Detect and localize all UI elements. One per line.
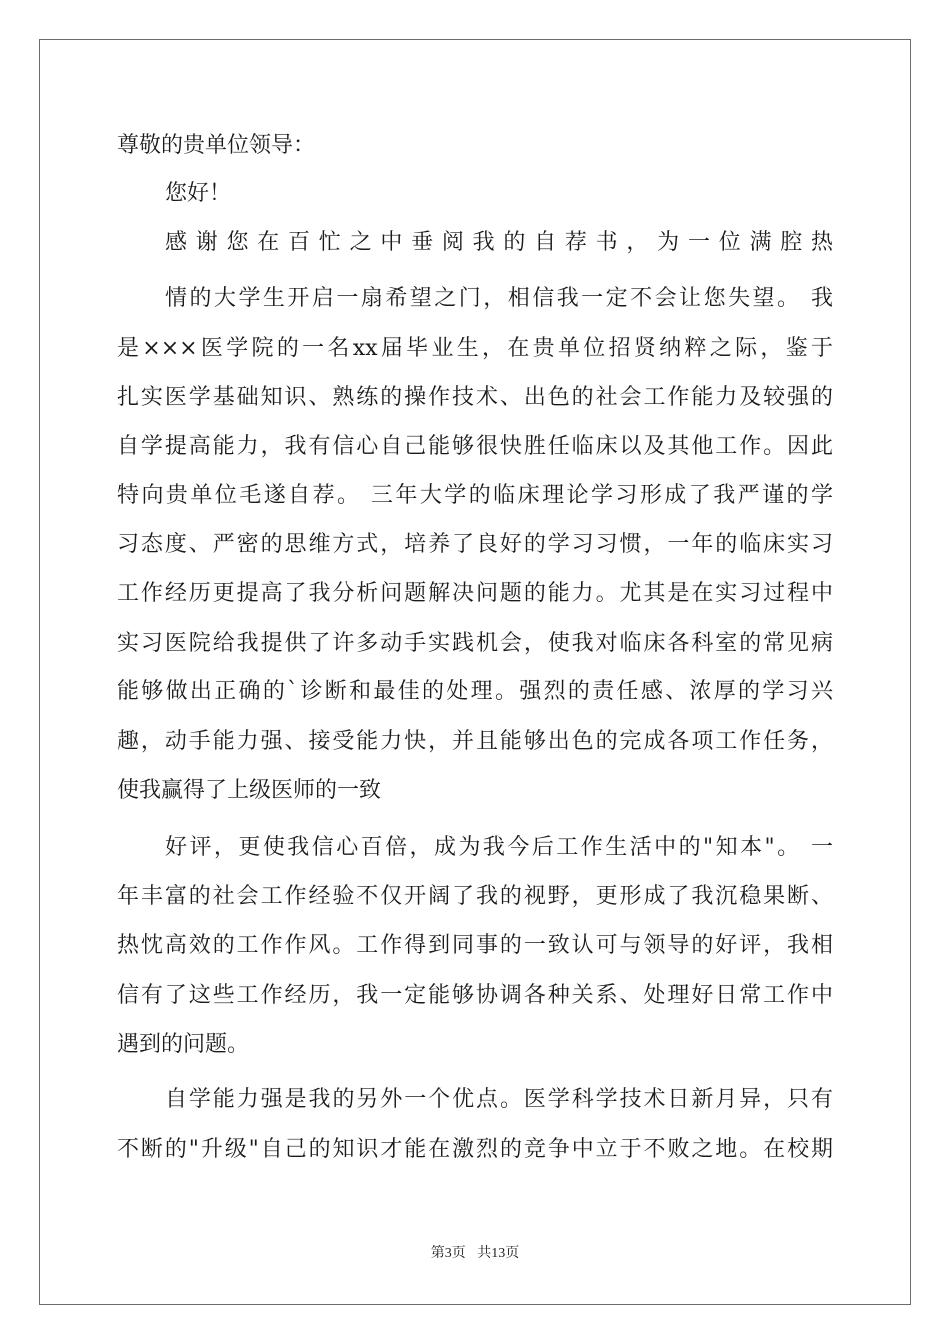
body-line: 年丰富的社会工作经验不仅开阔了我的视野，更形成了我沉稳果断、 — [117, 884, 833, 909]
body-line: 自学能力强是我的另外一个优点。医学科学技术日新月异，只有 — [165, 1087, 833, 1112]
body-line: 热忱高效的工作作风。工作得到同事的一致认可与领导的好评，我相 — [117, 933, 833, 958]
body-line: 情的大学生开启一扇希望之门，相信我一定不会让您失望。 我 — [165, 286, 833, 311]
body-line: 感谢您在百忙之中垂阅我的自荐书，为一位满腔热 — [165, 230, 833, 255]
body-line: 信有了这些工作经历，我一定能够协调各种关系、处理好日常工作中 — [117, 983, 833, 1008]
greeting: 您好！ — [165, 181, 232, 206]
body-line: 不断的"升级"自己的知识才能在激烈的竞争中立于不败之地。在校期 — [117, 1137, 833, 1162]
body-line: 遇到的问题。 — [117, 1032, 250, 1057]
body-line: 工作经历更提高了我分析问题解决问题的能力。尤其是在实习过程中 — [117, 581, 833, 606]
page-footer — [0, 1244, 950, 1264]
body-line: 使我赢得了上级医师的一致 — [117, 778, 382, 803]
body-line: 自学提高能力，我有信心自己能够很快胜任临床以及其他工作。因此 — [117, 434, 833, 459]
body-line: 实习医院给我提供了许多动手实践机会，使我对临床各科室的常见病 — [117, 631, 833, 656]
body-line: 好评，更使我信心百倍，成为我今后工作生活中的"知本"。 一 — [165, 835, 833, 860]
body-line: 是×××医学院的一名xx届毕业生，在贵单位招贤纳粹之际，鉴于 — [117, 336, 833, 361]
body-line: 趣，动手能力强、接受能力快，并且能够出色的完成各项工作任务， — [117, 729, 833, 754]
body-line: 能够做出正确的`诊断和最佳的处理。强烈的责任感、浓厚的学习兴 — [117, 679, 833, 704]
body-line: 习态度、严密的思维方式，培养了良好的学习习惯，一年的临床实习 — [117, 532, 833, 557]
body-line: 扎实医学基础知识、熟练的操作技术、出色的社会工作能力及较强的 — [117, 385, 833, 410]
page-total: 共13页 — [477, 1246, 520, 1261]
page-number: 第3页 — [430, 1246, 466, 1261]
body-line: 特向贵单位毛遂自荐。 三年大学的临床理论学习形成了我严谨的学 — [117, 483, 833, 508]
salutation: 尊敬的贵单位领导： — [117, 133, 316, 158]
